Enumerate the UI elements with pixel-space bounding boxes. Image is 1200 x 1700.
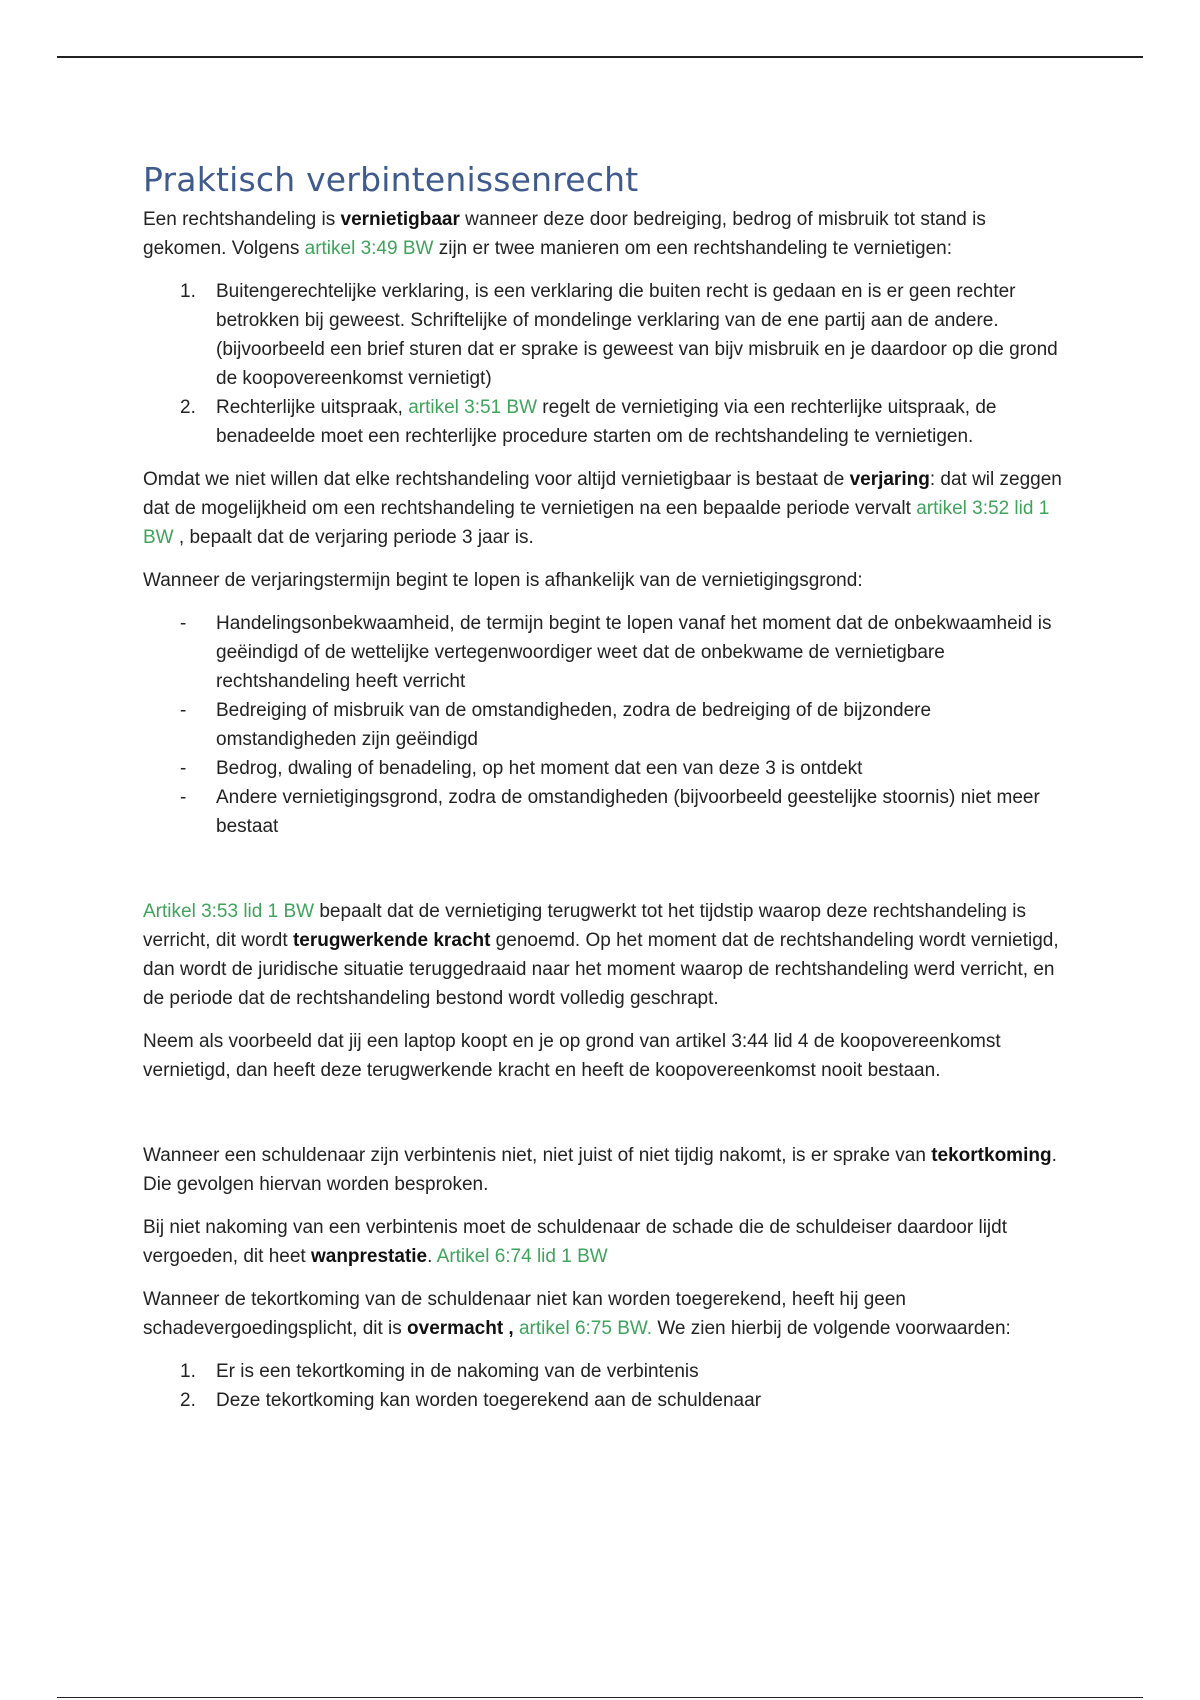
paragraph-terugwerkende-kracht: Artikel 3:53 lid 1 BW bepaalt dat de vernietiging terugwerkt tot het tijdstip waarop deze rechtshandeling is verricht, dit wordt terugwerkende kracht genoemd. Op het moment dat de rechtshandeling wordt vernietigd, dan wordt de juridische situatie teruggedraaid naar het moment waarop de rechtshandeling werd verricht, en de periode dat de rechtshandeling bestond wordt volledig geschrapt. (143, 901, 1059, 1009)
paragraph-overmacht: Wanneer de tekortkoming van de schuldenaar niet kan worden toegerekend, heeft hij geen schadevergoedingsplicht, dit is overmacht , artikel 6:75 BW. We zien hierbij de volgende voorwaarden: (143, 1289, 1011, 1339)
paragraph-tekortkoming: Wanneer een schuldenaar zijn verbintenis niet, niet juist of niet tijdig nakomt, is er sprake van tekortkoming. Die gevolgen hiervan worden besproken. (143, 1145, 1057, 1195)
page-title: Praktisch verbintenissenrecht (143, 160, 639, 199)
article-reference: Artikel 6:74 lid 1 BW (436, 1246, 608, 1267)
list-item: 1. Buitengerechtelijke verklaring, is een verklaring die buiten recht is gedaan en is er geen rechter betrokken bij geweest. Schriftelijke of mondelinge verklaring van de ene partij aan de andere. (bijvoorbeeld een brief sturen dat er sprake is geweest van bijv misbruik en je daardoor op die grond de koopovereenkomst vernietigt) (143, 277, 1063, 393)
numbered-list-voorwaarden (143, 1357, 1063, 1415)
list-dash: - (180, 613, 187, 634)
list-dash: - (180, 700, 187, 721)
list-dash: - (180, 787, 187, 808)
list-item: 1. Er is een tekortkoming in de nakoming van de verbintenis (143, 1357, 1063, 1386)
list-item: - Bedrog, dwaling of benadeling, op het moment dat een van deze 3 is ontdekt (143, 754, 1063, 783)
numbered-list-vernietiging (143, 277, 1063, 451)
list-number: 1. (180, 1361, 196, 1382)
list-item: 2. Deze tekortkoming kan worden toegerekend aan de schuldenaar (143, 1386, 1063, 1415)
article-reference: artikel 3:49 BW (304, 238, 434, 259)
footer-rule (57, 1697, 1143, 1698)
list-number: 2. (180, 1390, 196, 1411)
paragraph-verjaringstermijn: Wanneer de verjaringstermijn begint te lopen is afhankelijk van de vernietigingsgrond: (143, 570, 863, 591)
list-item: - Handelingsonbekwaamheid, de termijn begint te lopen vanaf het moment dat de onbekwaamheid is geëindigd of de wettelijke vertegenwoordiger weet dat de onbekwame de vernietigbare rechtshandeling heeft verricht (143, 609, 1063, 696)
list-dash: - (180, 758, 187, 779)
list-item: 2. Rechterlijke uitspraak, artikel 3:51 BW regelt de vernietiging via een rechterlijke uitspraak, de benadeelde moet een rechterlijke procedure starten om de rechtshandeling te vernietigen. (143, 393, 1063, 451)
list-number: 2. (180, 397, 196, 418)
paragraph-vernietigbaar: Een rechtshandeling is vernietigbaar wanneer deze door bedreiging, bedrog of misbruik tot stand is gekomen. Volgens artikel 3:49 BW zijn er twee manieren om een rechtshandeling te vernietigen: (143, 209, 986, 259)
article-reference: artikel 3:51 BW (408, 397, 538, 418)
article-reference: Artikel 3:53 lid 1 BW (143, 901, 315, 922)
paragraph-verjaring: Omdat we niet willen dat elke rechtshandeling voor altijd vernietigbaar is bestaat de verjaring: dat wil zeggen dat de mogelijkheid om een rechtshandeling te vernietigen na een bepaalde periode vervalt artikel 3:52 lid 1 BW , bepaalt dat de verjaring periode 3 jaar is. (143, 469, 1062, 548)
list-number: 1. (180, 281, 196, 302)
document-body (143, 160, 1063, 1429)
paragraph-wanprestatie: Bij niet nakoming van een verbintenis moet de schuldenaar de schade die de schuldeiser daardoor lijdt vergoeden, dit heet wanprestatie. Artikel 6:74 lid 1 BW (143, 1217, 1007, 1267)
list-item: - Andere vernietigingsgrond, zodra de omstandigheden (bijvoorbeeld geestelijke stoornis) niet meer bestaat (143, 783, 1063, 841)
list-item: - Bedreiging of misbruik van de omstandigheden, zodra de bedreiging of de bijzondere omstandigheden zijn geëindigd (143, 696, 1063, 754)
dash-list-vernietigingsgronden (143, 609, 1063, 841)
spacer (143, 1099, 1063, 1141)
header-rule (57, 56, 1143, 58)
article-reference: artikel 3:52 lid 1 BW (143, 498, 1050, 548)
paragraph-voorbeeld: Neem als voorbeeld dat jij een laptop koopt en je op grond van artikel 3:44 lid 4 de koopovereenkomst vernietigd, dan heeft deze terugwerkende kracht en heeft de koopovereenkomst nooit bestaan. (143, 1031, 1001, 1081)
article-reference: artikel 6:75 BW. (518, 1318, 653, 1339)
spacer (143, 855, 1063, 897)
